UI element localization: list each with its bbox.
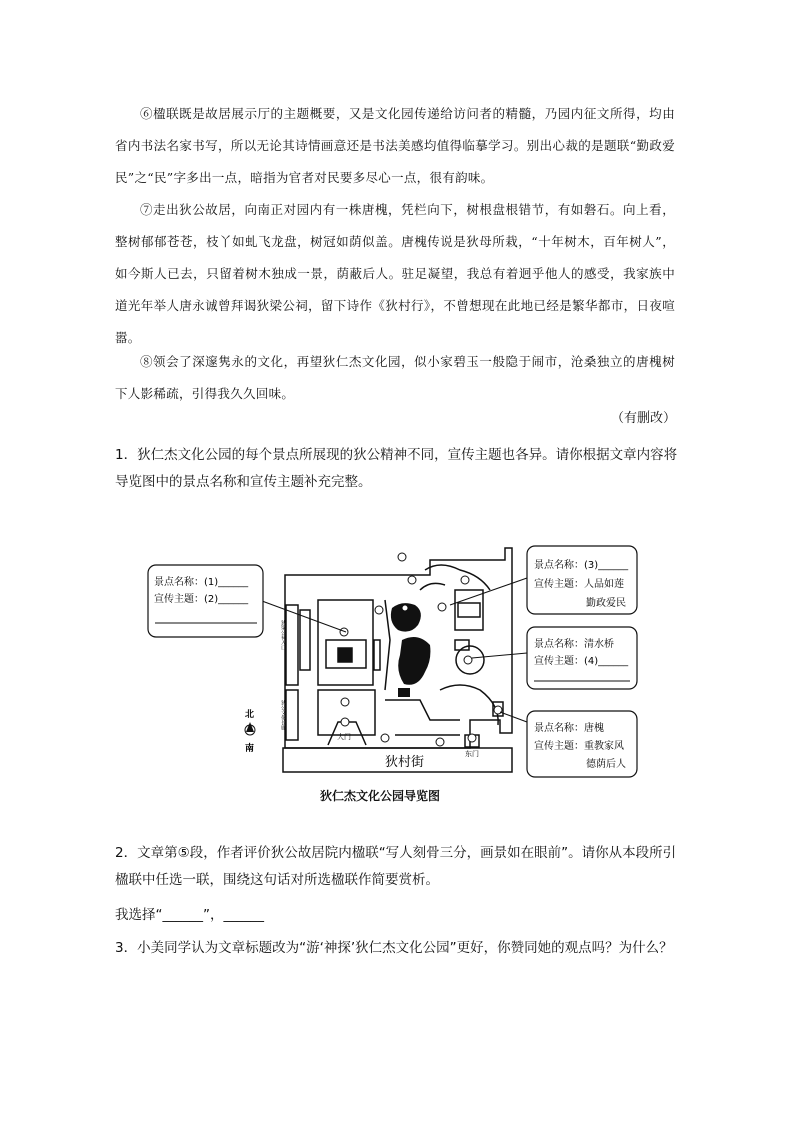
- box4-line2: 宣传主题：重教家风: [534, 741, 624, 752]
- box3-line1: 景点名称：清水桥: [534, 639, 614, 650]
- box3-line2: 宣传主题：(4)______: [534, 656, 629, 667]
- question-2-answer: 我选择“______”，______: [115, 907, 264, 923]
- street-label: 狄村街: [385, 755, 425, 770]
- question-1: 1．狄仁杰文化公园的每个景点所展现的狄公精神不同，宣传主题也各异。请你根据文章内容将导览图中的景点名称和宣传主题补充完整。: [115, 447, 678, 490]
- question-2: 2．文章第⑤段，作者评价狄公故居院内楹联“写人刻骨三分，画景如在眼前”。请你从本段所引楹联中任选一联，围绕这句话对所选楹联作简要赏析。: [115, 845, 677, 888]
- map-caption: 狄仁杰文化公园导览图: [320, 789, 441, 803]
- side-label-left2: 狄公文化长廊: [280, 700, 286, 730]
- box4-line3: 德荫后人: [586, 759, 626, 770]
- compass-icon: [245, 708, 255, 754]
- paragraph-8: ⑧领会了深邃隽永的文化，再望狄仁杰文化园，似小家碧玉一般隐于闹市，沧桑独立的唐槐树下人影稀疏，引得我久久回味。: [115, 354, 675, 401]
- box1-line1: 景点名称：(1)______: [154, 577, 249, 588]
- north-label: 北: [245, 710, 255, 720]
- box4-line1: 景点名称：唐槐: [534, 723, 604, 734]
- box2-line3: 勤政爱民: [586, 598, 626, 609]
- main-gate-label: 大门: [337, 733, 351, 741]
- box2-line2: 宣传主题：人品如莲: [534, 579, 624, 590]
- question-3: 3．小美同学认为文章标题改为“游‘神探’狄仁杰文化公园”更好，你赞同她的观点吗？为什么？: [115, 940, 673, 956]
- edit-note: （有删改）: [610, 411, 676, 426]
- box2-line1: 景点名称：(3)______: [534, 560, 629, 571]
- paragraph-7: ⑦走出狄公故居，向南正对园内有一株唐槐，凭栏向下，树根盘根错节，有如磐石。向上看，整树郁郁苍苍，枝丫如虬飞龙盘，树冠如荫似盖。唐槐传说是狄母所栽，“十年树木，百年树人”，如今斯人已去，只留着树木独成一景，荫蔽后人。驻足凝望，我总有着迥乎他人的感受，我家族中道光年举人唐永诚曾拜谒狄梁公祠，留下诗作《狄村行》，不曾想现在此地已经是繁华都市，日夜喧嚣。: [115, 202, 675, 345]
- side-label-left: 狄梁公祠入口: [280, 620, 286, 650]
- south-label: 南: [245, 744, 255, 754]
- paragraph-6: ⑥楹联既是故居展示厅的主题概要，又是文化园传递给访问者的精髓，乃园内征文所得，均由省内书法名家书写，所以无论其诗情画意还是书法美感均值得临摹学习。别出心裁的是题联“勤政爱民”之“民”字多出一点，暗指为官者对民要多尽心一点，很有韵味。: [115, 106, 675, 185]
- box1-line2: 宣传主题：(2)______: [154, 594, 249, 605]
- east-gate-label: 东门: [465, 750, 479, 758]
